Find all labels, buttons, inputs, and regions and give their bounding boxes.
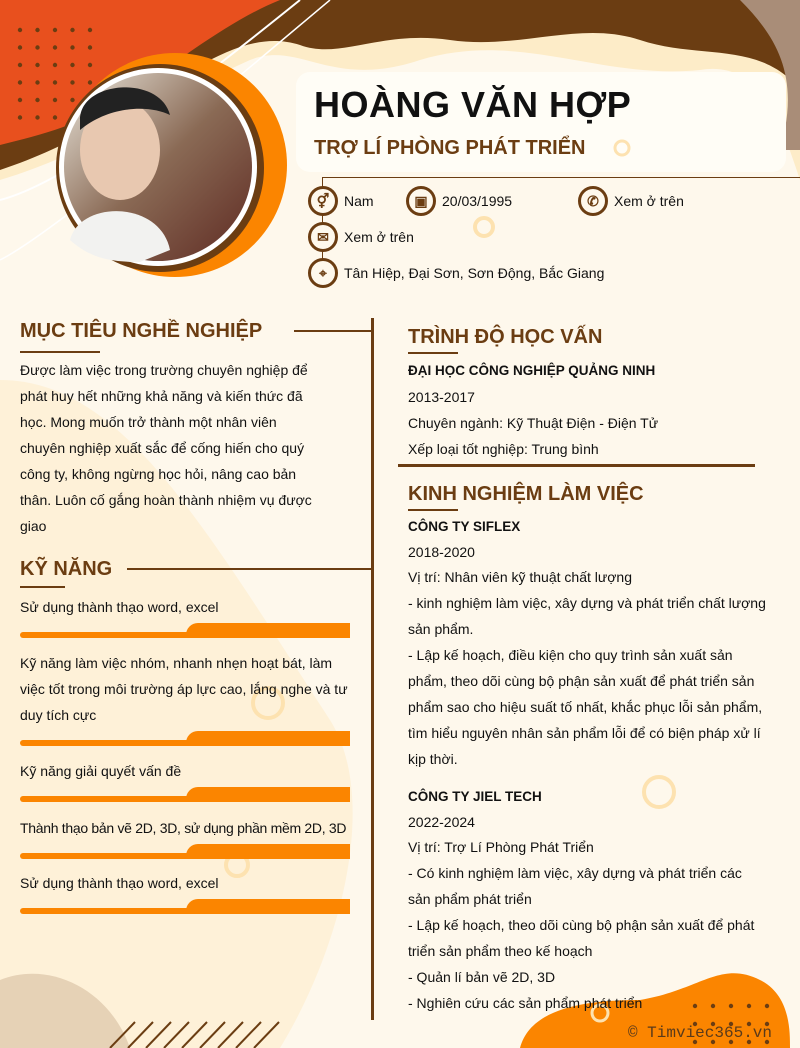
decor-dot	[70, 63, 74, 67]
email-icon: ✉	[308, 222, 338, 252]
heading-line	[294, 330, 372, 332]
decor-dot	[18, 28, 22, 32]
info-divider	[322, 177, 800, 178]
heading-line	[127, 568, 372, 570]
decor-dot	[88, 63, 92, 67]
info-gender	[308, 186, 374, 216]
objective-text: Được làm việc trong trường chuyên nghiệp để phát huy hết những khả năng và kiến thức đã học. Mong muốn trở thành một nhân viên chuyên nghiệp xuất sắc để cống hiến cho quý công ty, không ngừng học hỏi, nâng cao bản thân. Luôn cố gắng hoàn thành nhiệm vụ được giao	[20, 362, 312, 534]
info-phone	[578, 186, 684, 216]
decor-dot	[53, 115, 57, 119]
skill-bar	[20, 898, 350, 914]
decor-dot	[35, 80, 39, 84]
location-icon: ⌖	[308, 258, 338, 288]
heading-underline	[20, 351, 100, 353]
birthday-value: 20/03/1995	[442, 193, 513, 209]
job-line: - Lập kế hoạch, theo dõi cùng bộ phận sản xuất để phát triển sản phẩm theo kế hoạch	[408, 917, 755, 959]
heading-underline	[408, 352, 458, 354]
skill-item: Kỹ năng giải quyết vấn đề	[20, 763, 182, 779]
education-major: Chuyên ngành: Kỹ Thuật Điện - Điện Tử	[408, 415, 659, 431]
decor-dot	[18, 115, 22, 119]
job-title: TRỢ LÍ PHÒNG PHÁT TRIỂN	[314, 137, 586, 159]
job-line: - kinh nghiệm làm việc, xây dựng và phát triển chất lượng sản phẩm.	[408, 595, 766, 637]
job-years: 2022-2024	[408, 814, 475, 830]
job-line: - Có kinh nghiệm làm việc, xây dựng và phát triển các sản phẩm phát triển	[408, 865, 742, 907]
education-heading: TRÌNH ĐỘ HỌC VẤN	[408, 326, 603, 348]
skill-item: Thành thạo bản vẽ 2D, 3D, sử dụng phần mềm 2D, 3D	[20, 820, 347, 836]
decor-dot	[35, 63, 39, 67]
gender-value: Nam	[344, 193, 374, 209]
decor-dot	[70, 45, 74, 49]
decor-dot	[70, 80, 74, 84]
skill-item: Sử dụng thành thạo word, excel	[20, 875, 219, 891]
decor-dot	[18, 45, 22, 49]
job-entry	[408, 784, 768, 1016]
phone-icon: ✆	[578, 186, 608, 216]
education-block	[408, 358, 768, 462]
job-line: - Lập kế hoạch, điều kiện cho quy trình sản xuất sản phẩm, theo dõi cùng bộ phận sản xuất để phát triển sản phẩm sao cho hiệu suất tố nhất, khắc phục lỗi sản phẩm, tìm hiểu nguyên nhân sản phẩm lỗi để có biện pháp xử lí kịp thời.	[408, 647, 763, 767]
info-address	[308, 258, 604, 288]
decor-dot	[88, 28, 92, 32]
skill-bar	[20, 786, 350, 802]
decor-dot	[53, 80, 57, 84]
decor-dot	[35, 45, 39, 49]
skill-bar	[20, 622, 350, 638]
job-years: 2018-2020	[408, 544, 475, 560]
skill-bar	[20, 730, 350, 746]
school-name: ĐẠI HỌC CÔNG NGHIỆP QUẢNG NINH	[408, 363, 656, 378]
job-line: - Quản lí bản vẽ 2D, 3D	[408, 969, 556, 985]
education-grade: Xếp loại tốt nghiệp: Trung bình	[408, 441, 599, 457]
skill-bar	[20, 843, 350, 859]
watermark: © Timviec365.vn	[627, 1024, 772, 1042]
email-value: Xem ở trên	[344, 229, 414, 245]
column-divider	[371, 318, 374, 1020]
job-entry	[408, 514, 768, 772]
decor-dot	[88, 80, 92, 84]
heading-underline	[20, 586, 65, 588]
decor-dot	[53, 45, 57, 49]
decor-dot	[88, 45, 92, 49]
education-years: 2013-2017	[408, 389, 475, 405]
skills-heading: KỸ NĂNG	[20, 558, 113, 580]
decor-dot	[70, 98, 74, 102]
decor-dot	[18, 98, 22, 102]
job-line: - Nghiên cứu các sản phẩm phát triển	[408, 995, 643, 1011]
gender-icon: ⚥	[308, 186, 338, 216]
company-name: CÔNG TY SIFLEX	[408, 519, 521, 534]
decor-dot	[53, 63, 57, 67]
decor-dot	[53, 28, 57, 32]
decor-dot	[35, 98, 39, 102]
heading-underline	[408, 509, 458, 511]
info-email	[308, 222, 414, 252]
info-birthday	[406, 186, 512, 216]
decor-dot	[35, 28, 39, 32]
skill-item: Kỹ năng làm việc nhóm, nhanh nhẹn hoạt bát, làm việc tốt trong môi trường áp lực cao, lắng nghe và tư duy tích cực	[20, 655, 348, 723]
address-value: Tân Hiệp, Đại Sơn, Sơn Động, Bắc Giang	[344, 265, 605, 281]
decor-dot	[18, 80, 22, 84]
candidate-name: HOÀNG VĂN HỢP	[314, 84, 632, 125]
experience-heading: KINH NGHIỆM LÀM VIỆC	[408, 483, 644, 505]
company-name: CÔNG TY JIEL TECH	[408, 789, 542, 804]
section-divider	[398, 464, 755, 467]
calendar-icon: ▣	[406, 186, 436, 216]
decor-dot	[70, 28, 74, 32]
skill-item: Sử dụng thành thạo word, excel	[20, 599, 219, 615]
decor-dot	[18, 63, 22, 67]
decor-dot	[53, 98, 57, 102]
decor-dot	[35, 115, 39, 119]
job-line: Vị trí: Nhân viên kỹ thuật chất lượng	[408, 569, 632, 585]
phone-value: Xem ở trên	[614, 193, 684, 209]
job-line: Vị trí: Trợ Lí Phòng Phát Triển	[408, 839, 594, 855]
objective-heading: MỤC TIÊU NGHỀ NGHIỆP	[20, 320, 263, 342]
